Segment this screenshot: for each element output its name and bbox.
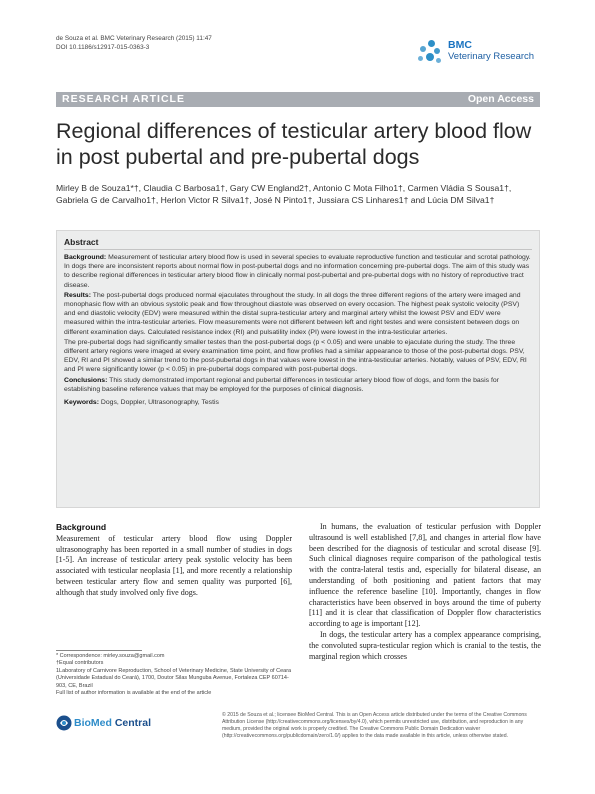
- abstract-results-label: Results:: [64, 291, 92, 299]
- footnote-full-list: Full list of author information is available at the end of the article: [56, 690, 212, 697]
- footnote-affiliation: 1Laboratory of Carnivore Reproduction, School of Veterinary Medicine, State University of Ceara (Universidade Estadual do Ceará), 1700, Doutor Silas Munguba Avenue, Fortaleza CEP 60714-903, CE, Brazil: [56, 667, 292, 689]
- section-heading-background: Background: [56, 522, 107, 532]
- abstract-heading: Abstract: [64, 237, 99, 247]
- open-access-label: Open Access: [467, 93, 534, 105]
- publisher-name-part2: Central: [111, 717, 152, 729]
- footnote-correspondence[interactable]: * Correspondence: mirley.souza@gmail.com: [56, 653, 165, 659]
- article-type: RESEARCH ARTICLE: [62, 93, 185, 105]
- abstract-conclusions-text: This study demonstrated important regional and pubertal differences in testicular artery blood flow of dogs, and form the basis for establishing baseline reference values that may be employed for the purposes of clinical diagnosis.: [64, 376, 499, 393]
- citation-journal: de Souza et al. BMC Veterinary Research (2015) 11:47: [56, 35, 212, 42]
- abstract-keywords-label: Keywords:: [64, 399, 99, 407]
- abstract-results-2: The pre-pubertal dogs had significantly smaller testes than the post-pubertal dogs (p < 0.05) and were unable to ejaculate during the study. The three different artery regions were imaged at every examination time point, and flow profiles had a similar appearance to those of the post-pubertal dogs. PSV, EDV, RI and PI showed a similar trend to the post-pubertal dogs in that values were lowest in the intra-testicular arteries. Notably, values of PSV, EDV, RI and PI were significantly lower (p < 0.05) in pre-pubertal dogs compared with post-pubertal dogs.: [64, 338, 527, 374]
- abstract-results-text: The post-pubertal dogs produced normal ejaculates throughout the study. In all dogs the three different regions of the artery were imaged and monophasic flow with an obvious systolic peak and flow throughout diastole was observed on every occasion. The highest peak systolic velocity (PSV) and end diastolic velocity (EDV) were measured within the distal supra-testicular artery and marginal artery whilst the lowest PSV and EDV were measured within the intra-testicular arteries. Flow measurements were not different between left and right testes and were consistent between dogs on different examination days. Calculated resistance index (RI) and pulsatility index (PI) were lowest in the intra-testicular arteries.: [64, 291, 521, 336]
- abstract-divider: [64, 249, 532, 250]
- body-paragraph: In dogs, the testicular artery has a complex appearance comprising, the convoluted supra-testicular region which is cranial to the testis, the marginal region which crosses: [309, 629, 541, 661]
- abstract-background-text: Measurement of testicular artery blood flow is used in several species to evaluate reproductive function and testicular and scrotal pathology. In dogs there are inconsistent reports about normal flow in post-pubertal dogs and no information concerning pre-pubertal dogs. The aim of this study was to describe regional differences in testicular artery blood flow in clinically normal post-pubertal and pre-pubertal dogs with no history of reproductive tract disease.: [64, 254, 531, 289]
- publisher-name: [74, 717, 151, 729]
- body-paragraph: In humans, the evaluation of testicular perfusion with Doppler ultrasound is well established [7,8], and changes in arterial flow have been described for the diagnosis of testicular and scrotal disease [9]. Such clinical diagnoses require comparison of the pathological testis with the contra-lateral testis and, especially for bilateral disease, an understanding of both positioning and patient factors that may influence the reference baseline [10]. Importantly, changes in flow characteristics have been observed in boys around the time of puberty [11] and it is clear that classification of Doppler flow characteristics according to age is important [12].: [309, 522, 541, 629]
- body-column-left: [56, 522, 292, 599]
- abstract-keywords: [64, 398, 532, 407]
- abstract-body: [64, 253, 532, 408]
- abstract-results: [64, 291, 532, 337]
- body-paragraph: Measurement of testicular artery blood flow using Doppler ultrasonography has been reported in a small number of studies in dogs [1-5]. An increase of testicular artery peak systolic velocity has been associated with testicular neoplasia [1], and more recently a relationship between testicular artery flow and semen quality was purported [6], although that study involved only five dogs.: [56, 533, 292, 597]
- author-list: Mirley B de Souza1*†, Claudia C Barbosa1†, Gary CW England2†, Antonio C Mota Filho1†, Carmen Vládia S Sousa1†, Gabriela G de Carvalho1†, Herlon Victor R Silva1†, José N Pinto1†, Jussiara CS Linhares1† and Lúcia DM Silva1†: [56, 183, 512, 205]
- footnote-equal-contributors: †Equal contributors: [56, 660, 104, 667]
- citation: [56, 34, 212, 52]
- abstract-conclusions-label: Conclusions:: [64, 376, 108, 384]
- abstract-background-label: Background:: [64, 254, 107, 261]
- abstract-keywords-text: Dogs, Doppler, Ultrasonography, Testis: [99, 399, 219, 407]
- citation-doi[interactable]: DOI 10.1186/s12917-015-0363-3: [56, 44, 150, 51]
- abstract-background: [64, 253, 532, 290]
- abstract-box: [56, 230, 540, 508]
- article-type-banner: [56, 92, 540, 107]
- logo-text: [448, 40, 534, 62]
- journal-logo: [418, 38, 548, 78]
- footnote-divider: [56, 650, 142, 651]
- publisher-name-part1: BioMed: [74, 717, 112, 729]
- article-title: Regional differences of testicular artery blood flow in post pubertal and pre-pubertal dogs: [56, 119, 532, 169]
- footnotes: [56, 653, 292, 697]
- biomed-central-icon: [56, 715, 72, 731]
- license-text: [222, 712, 542, 740]
- logo-journal: Veterinary Research: [448, 51, 535, 62]
- abstract-conclusions: [64, 376, 532, 394]
- body-column-right: [309, 522, 541, 662]
- license-paragraph: © 2015 de Souza et al.; licensee BioMed Central. This is an Open Access article distributed under the terms of the Creative Commons Attribution License (http://creativecommons.org/licenses/by/4.0), which permits unrestricted use, distribution, and reproduction in any medium, provided the original work is properly credited. The Creative Commons Public Domain Dedication waiver (http://creativecommons.org/publicdomain/zero/1.0/) applies to the data made available in this article, unless otherwise stated.: [222, 712, 527, 740]
- bmc-dots-icon: [418, 40, 444, 68]
- publisher-logo: [56, 713, 186, 733]
- logo-bmc: BMC: [448, 39, 472, 51]
